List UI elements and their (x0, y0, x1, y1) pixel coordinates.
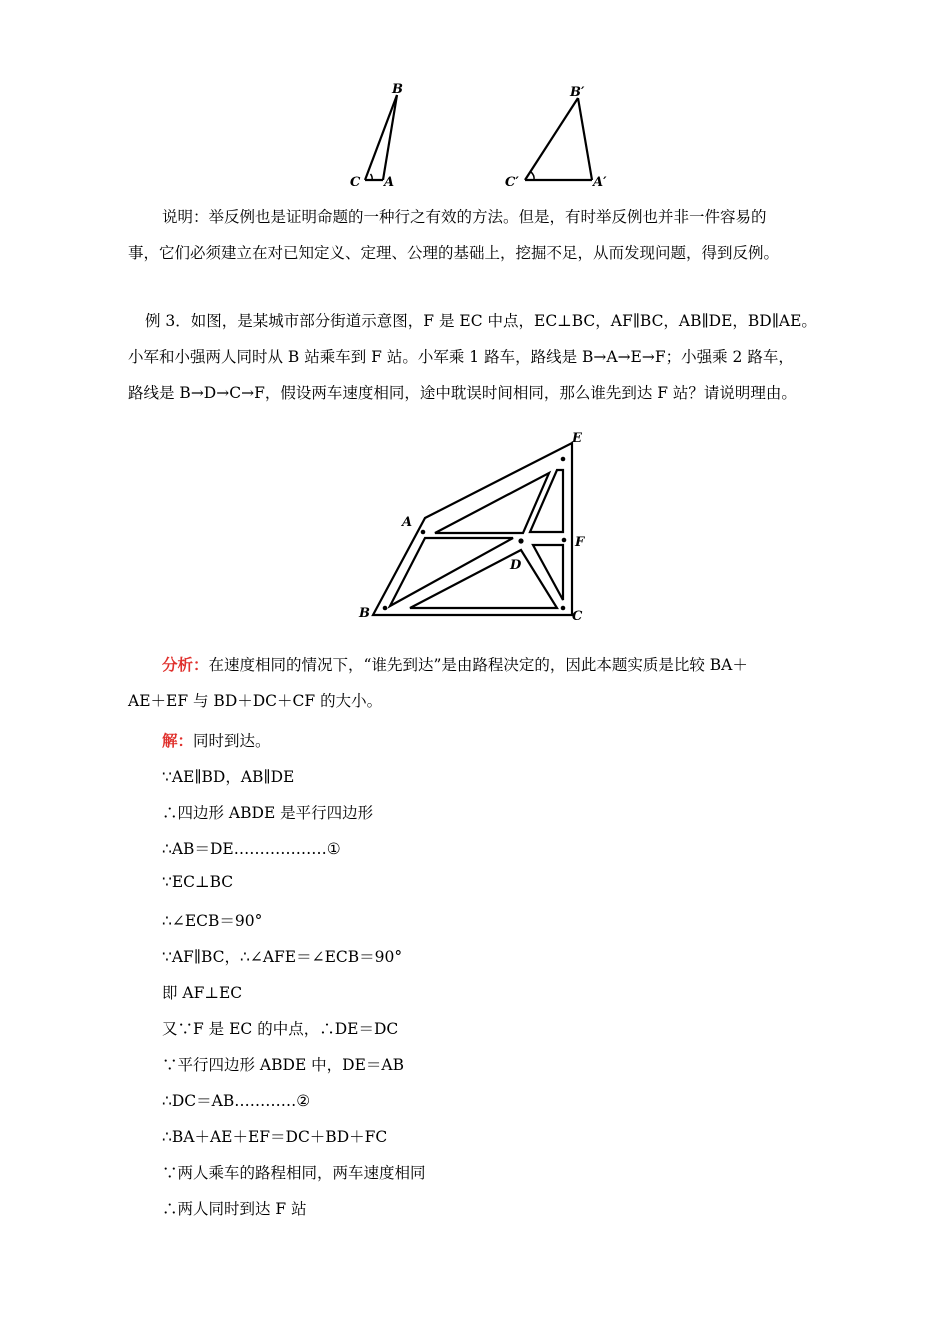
note-paragraph (128, 199, 828, 271)
solution-step: ∵平行四边形 ABDE 中，DE＝AB (162, 1056, 405, 1074)
solution-step: ∴BA＋AE＋EF＝DC＋BD＋FC (162, 1128, 388, 1146)
label-A: A (384, 175, 395, 190)
label-B: B (392, 82, 403, 97)
figure-street-map (345, 428, 605, 628)
label-C: C (350, 175, 361, 190)
figure-triangles (330, 80, 630, 195)
solution-step: ∴AB＝DE………………① (162, 840, 341, 858)
solution-step: 又∵F 是 EC 的中点，∴DE＝DC (162, 1020, 399, 1038)
label-A-prime: A′ (593, 175, 607, 190)
block-bottom (410, 550, 557, 608)
note-line-2: 事，它们必须建立在对已知定义、定理、公理的基础上，挖掘不足，从而发现问题，得到反例。 (128, 244, 780, 262)
solution-label: 解： (162, 731, 194, 750)
label-F: F (575, 535, 585, 550)
label-B: B (359, 606, 370, 621)
analysis-text-1: 在速度相同的情况下，“谁先到达”是由路程决定的，因此本题实质是比较 BA＋ (208, 656, 748, 674)
analysis-text-2: AE＋EF 与 BD＋DC＋CF 的大小。 (128, 692, 383, 710)
solution-step: 即 AF⊥EC (162, 984, 243, 1002)
label-A: A (402, 515, 413, 530)
solution-step: ∵AE∥BD，AB∥DE (162, 768, 295, 786)
solution-heading (162, 729, 271, 751)
label-C-prime: C′ (505, 175, 519, 190)
example3-paragraph (128, 303, 828, 411)
solution-step: ∵AF∥BC，∴∠AFE＝∠ECB＝90° (162, 948, 403, 966)
solution-step: ∴DC＝AB…………② (162, 1092, 311, 1110)
left-triangle (365, 95, 397, 180)
analysis-label: 分析： (162, 655, 209, 674)
example3-line-1: 例 3．如图，是某城市部分街道示意图，F 是 EC 中点，EC⊥BC，AF∥BC，AB∥DE，BD∥AE。 (145, 312, 817, 330)
solution-step: ∵两人乘车的路程相同，两车速度相同 (162, 1164, 426, 1182)
label-D: D (510, 558, 522, 573)
example3-line-2: 小军和小强两人同时从 B 站乘车到 F 站。小军乘 1 路车，路线是 B→A→E→F；小强乘 2 路车， (128, 348, 794, 366)
right-triangle (525, 98, 592, 180)
note-line-1: 说明：举反例也是证明命题的一种行之有效的方法。但是，有时举反例也并非一件容易的 (162, 208, 767, 226)
label-C: C (572, 609, 583, 624)
solution-answer: 同时到达。 (193, 732, 271, 750)
solution-step: ∴∠ECB＝90° (162, 912, 263, 930)
solution-step: ∴两人同时到达 F 站 (162, 1200, 307, 1218)
label-B-prime: B′ (570, 85, 585, 100)
analysis-paragraph (128, 647, 828, 719)
label-E: E (572, 431, 582, 446)
solution-step: ∴四边形 ABDE 是平行四边形 (162, 804, 374, 822)
solution-step: ∵EC⊥BC (162, 873, 234, 891)
example3-line-3: 路线是 B→D→C→F，假设两车速度相同，途中耽误时间相同，那么谁先到达 F 站？请说明理由。 (128, 384, 797, 402)
